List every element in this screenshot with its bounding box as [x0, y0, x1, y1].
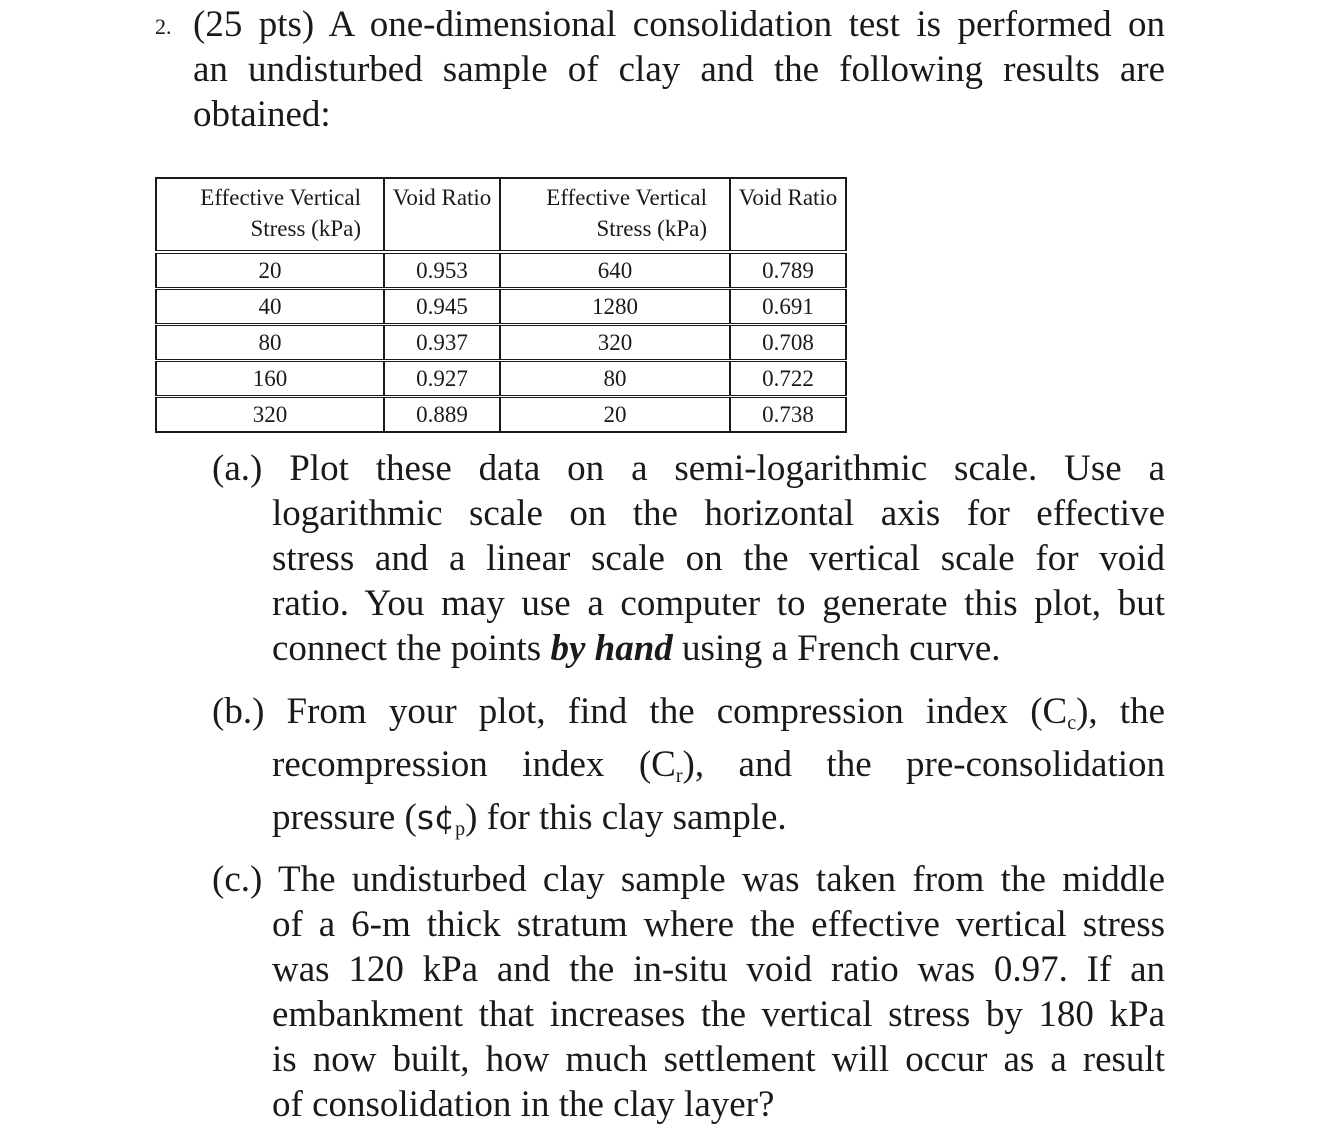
table-row: [156, 360, 846, 396]
header-void-ratio: Void Ratio: [384, 178, 500, 252]
part-a-line: stress and a linear scale on the vertical scale for void: [272, 538, 1165, 579]
table-cell: 0.889: [384, 396, 500, 432]
problem-number: 2.: [155, 14, 172, 39]
intro-line: obtained:: [193, 94, 331, 135]
part-a-line: logarithmic scale on the horizontal axis for effective: [272, 493, 1165, 534]
table-cell: 80: [156, 324, 384, 360]
table-cell: 0.738: [730, 396, 846, 432]
part-b-line: pressure $(s¢_p)$ for this clay sample.: [272, 797, 787, 840]
table-cell: 0.691: [730, 288, 846, 324]
table-cell: 320: [500, 324, 730, 360]
part-c-line: embankment that increases the vertical stress by 180 kPa: [272, 994, 1165, 1035]
part-c-line: was 120 kPa and the in-situ void ratio was 0.97. If an: [272, 949, 1165, 990]
table-cell: 0.722: [730, 360, 846, 396]
intro-line: (25 pts) A one-dimensional consolidation test is performed on: [193, 4, 1165, 45]
emphasis-by-hand: by hand: [550, 628, 673, 669]
subscript-r: r: [675, 765, 683, 787]
part-b-line: (b.) From your plot, find the compression index $(C_c)$, the: [212, 691, 1165, 734]
part-a-line: (a.) Plot these data on a semi-logarithmic scale. Use a: [212, 448, 1165, 489]
subscript-p: p: [455, 818, 466, 840]
part-a-line: connect the points by hand using a French curve.: [272, 628, 1001, 669]
header-effective-stress: Effective Vertical Stress (kPa): [156, 178, 384, 252]
part-a-line: ratio. You may use a computer to generate this plot, but: [272, 583, 1165, 624]
table-cell: 640: [500, 252, 730, 288]
table-cell: 20: [500, 396, 730, 432]
table-cell: 0.927: [384, 360, 500, 396]
subscript-c: c: [1067, 712, 1077, 734]
table-cell: 1280: [500, 288, 730, 324]
part-c: [212, 857, 1165, 1127]
table-row: [156, 288, 846, 324]
problem-intro: [193, 2, 1165, 137]
table-cell: 0.945: [384, 288, 500, 324]
table-row: [156, 324, 846, 360]
table-cell: 0.937: [384, 324, 500, 360]
header-effective-stress: Effective Vertical Stress (kPa): [500, 178, 730, 252]
consolidation-data-table: [155, 177, 847, 433]
table-cell: 320: [156, 396, 384, 432]
intro-line: an undisturbed sample of clay and the following results are: [193, 49, 1165, 90]
part-c-line: (c.) The undisturbed clay sample was taken from the middle: [212, 859, 1165, 900]
table-cell: 20: [156, 252, 384, 288]
part-c-line: of consolidation in the clay layer?: [272, 1084, 775, 1125]
table-row: [156, 396, 846, 432]
part-c-line: is now built, how much settlement will occur as a result: [272, 1039, 1165, 1080]
table-header-row: [156, 178, 846, 252]
part-a: [212, 446, 1165, 671]
sigma-prime-symbol: s¢: [416, 798, 456, 837]
table-cell: 0.789: [730, 252, 846, 288]
table-cell: 160: [156, 360, 384, 396]
table-row: [156, 252, 846, 288]
table-cell: 0.708: [730, 324, 846, 360]
part-c-line: of a 6-m thick stratum where the effective vertical stress: [272, 904, 1165, 945]
header-void-ratio: Void Ratio: [730, 178, 846, 252]
table-cell: 40: [156, 288, 384, 324]
table-cell: 0.953: [384, 252, 500, 288]
part-b: [212, 685, 1165, 844]
part-b-line: recompression index $(C_r)$, and the pre-consolidation: [272, 744, 1165, 787]
table-cell: 80: [500, 360, 730, 396]
